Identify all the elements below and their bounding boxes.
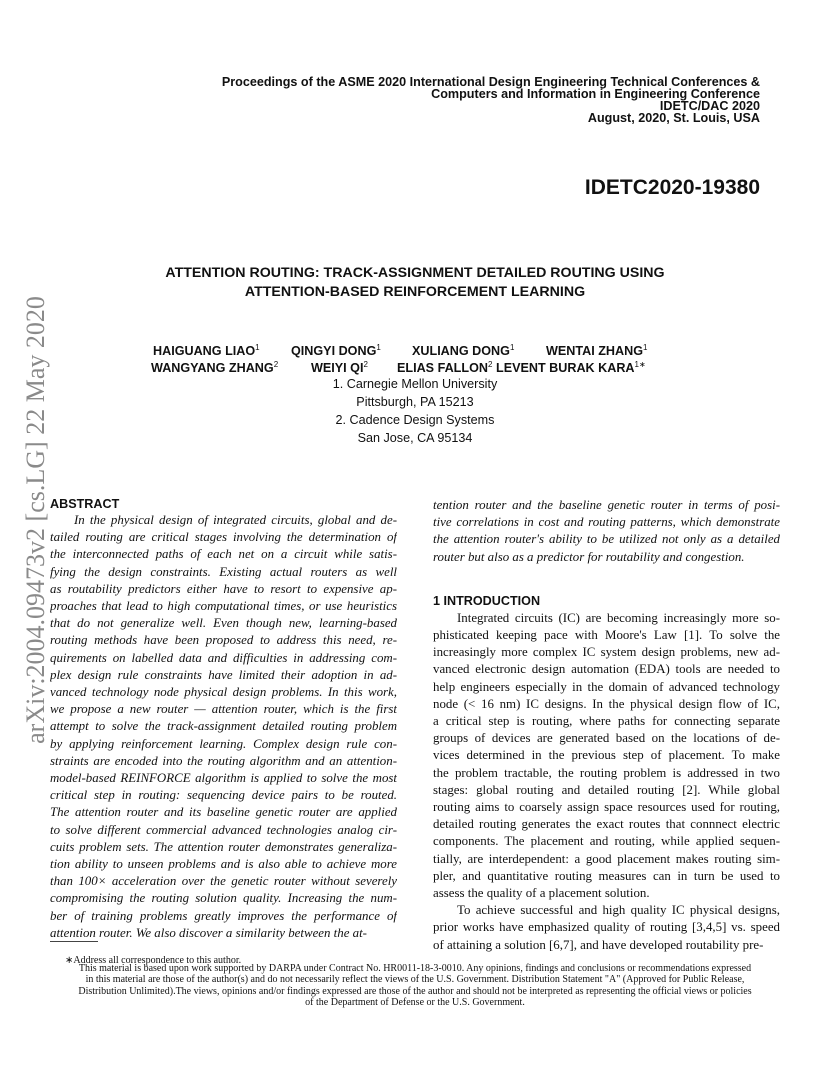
author-affiliation-mark: 1 [376,343,381,352]
author-name: WENTAI ZHANG [546,344,644,358]
text-line: the problem tractable, the routing problem is addressed in two [433,765,780,780]
author-name: WEIYI QI [311,361,364,375]
footnote-rule [50,941,98,942]
author-affiliation-mark: 2 [487,360,493,369]
affiliation-line: 1. Carnegie Mellon University [332,377,498,391]
text-line: than 100× acceleration over the genetic router without severely [50,874,397,889]
text-line: by applying reinforcement learning. Complex design rule con- [50,736,397,751]
author [291,344,381,358]
text-line: vanced technology node physical design problems. In this work, [50,685,397,700]
text-line: compromising the routing solution quality. Increasing the num- [50,891,397,906]
text-line: attention router. We also discover a similarity between the at- [50,925,367,940]
text-line: ber of training problems greatly improves the performance of [50,908,397,923]
proceedings-line: IDETC/DAC 2020 [659,99,760,113]
affiliation-line: 2. Cadence Design Systems [335,413,495,427]
footnote-line: in this material are those of the author(s) and do not necessarily reflect the views of the U.S. Government. Distribution Statement "A" (Approved for Public Release, [85,974,745,986]
title-line: ATTENTION-BASED REINFORCEMENT LEARNING [244,284,586,300]
text-line: straints are encoded into the routing algorithm and an attention- [50,753,397,768]
text-line: tially, are interdependent: a good placement makes routing sim- [433,851,780,866]
author-affiliation-mark: 1 [643,343,648,352]
abstract-section [50,497,397,942]
abstract-text-left [50,512,397,942]
text-line: The attention router and its baseline genetic router are applied [50,805,397,820]
footnote-correspondence: ∗Address all correspondence to this author. [65,955,242,966]
text-line: detailed routing generates the exact routes that connnect electric [433,817,780,832]
arxiv-stamp-text: arXiv:2004.09473v2 [cs.LG] 22 May 2020 [21,296,50,744]
text-line: tion ability to unseen problems and is also able to achieve more [50,857,397,872]
paper-title [100,264,730,302]
text-line: To achieve successful and high quality IC physical designs, [457,903,780,918]
text-line: assess the quality of a placement solution. [433,886,650,901]
affiliation-line: Pittsburgh, PA 15213 [356,395,474,409]
text-line: stages: global routing and detailed routing [2]. While global [433,782,780,797]
text-line: phisticated keeping pace with Moore's Law [1]. To solve the [433,628,780,643]
text-line: attempt to solve the track-assignment detailed routing problem [50,719,397,734]
footnote-line: Distribution Unlimited).The views, opinions and/or findings expressed are those of the author and should not be interpreted as representing the official views or policies [78,985,752,997]
author-affiliation-mark: 2 [273,360,279,369]
text-line: router but also as a predictor for routability and congestion. [433,549,745,564]
text-line: the attention router's ability to be utilized not only as a detailed [433,532,780,547]
title-line: ATTENTION ROUTING: TRACK-ASSIGNMENT DETAILED ROUTING USING [165,265,665,281]
footnote-line: This material is based upon work supported by DARPA under Contract No. HR0011-18-3-0010. Any opinions, findings and conclusions or recommendations expressed [78,963,752,974]
text-line: the interconnected paths of each net on a circuit while satis- [50,547,397,562]
text-line: tive correlations in cost and routing patterns, which demonstrate [433,515,780,530]
introduction-text [433,610,780,954]
abstract-text-right [433,497,780,566]
text-line: tention router and the baseline genetic router in terms of posi- [433,498,780,512]
author-name: XULIANG DONG [412,344,510,358]
text-line: groups of devices are generated based on the locations of de- [433,731,780,746]
author [546,344,647,358]
text-line: increasingly more complex IC system design problems, new ad- [433,645,780,660]
introduction-heading: 1 INTRODUCTION [433,593,541,608]
author-name: HAIGUANG LIAO [153,344,256,358]
paper-id: IDETC2020-19380 [584,176,760,199]
author-affiliation-mark: 1∗ [634,360,646,369]
text-line: cuits problem sets. The attention router demonstrates generaliza- [50,839,397,854]
text-line: to solve different commercial advanced technologies analog cir- [50,822,397,837]
text-line: fying the design constraints. Existing actual routers as well [50,564,397,579]
proceedings-header [222,76,760,124]
text-line: we propose a new router — attention router, which is the first [50,702,397,717]
proceedings-line: August, 2020, St. Louis, USA [587,111,760,125]
author-name: LEVENT BURAK KARA [496,361,635,375]
author [496,361,646,375]
text-line: critical step in routing: sequencing device pairs to be routed. [50,788,397,803]
affiliation-line: San Jose, CA 95134 [357,431,473,445]
affiliations [265,375,565,447]
text-line: tailed routing are critical stages involving the determination of [50,530,397,545]
abstract-heading: ABSTRACT [50,497,120,511]
text-line: vices determined in the previous step of placement. To make [433,748,780,763]
author-affiliation-mark: 2 [363,360,368,369]
text-line: routing aims to coarsely assign space resources used for routing, [433,800,780,815]
text-line: Integrated circuits (IC) are becoming increasingly more so- [457,610,780,625]
text-line: routing methods have been proposed to address this need, re- [50,633,397,648]
text-line: a critical step is routing, where paths for connecting separate [433,714,780,729]
text-line: plex design rule constraints have limited their adoption in ad- [50,667,397,682]
text-line: pler, and quantitative routing measures can in turn be used to [433,868,780,883]
right-column [433,497,780,954]
text-line: as routability predictors either have to resort to expensive ap- [50,581,397,596]
footnote-funding [50,963,780,1009]
author [397,361,492,375]
text-line: of attaining a solution [6,7], and have developed routability pre- [433,937,764,952]
text-line: model-based REINFORCE algorithm is applied to solve the most [50,771,397,786]
text-line: node (< 16 nm) IC designs. In the physical design flow of IC, [433,696,780,711]
author-name: WANGYANG ZHANG [151,361,274,375]
author [153,344,260,358]
author-affiliation-mark: 1 [509,343,515,352]
text-line: components. The placement and routing, while applied sequen- [433,834,780,849]
author [412,344,514,358]
author-name: ELIAS FALLON [397,361,488,375]
text-line: that do not generalize well. Even though new, learning-based [50,616,397,631]
text-line: vanced electronic design automation (EDA) tools are needed to [433,662,780,677]
text-line: quirements on labelled data and difficulties in addressing com- [50,650,397,665]
footnote-line: of the Department of Defense or the U.S. Government. [305,997,525,1009]
author [151,361,278,375]
text-line: In the physical design of integrated circuits, global and de- [74,513,397,527]
author-row-1 [0,344,828,360]
proceedings-line: Computers and Information in Engineering Conference [431,87,760,101]
proceedings-line: Proceedings of the ASME 2020 International Design Engineering Technical Conferences & [221,75,760,89]
text-line: prior works have emphasized quality of routing [3,4,5] vs. speed [433,920,780,935]
text-line: proaches that lead to high computational times, or use heuristics [50,599,397,614]
author-name: QINGYI DONG [291,344,377,358]
author [311,361,368,375]
author-affiliation-mark: 1 [255,343,260,352]
text-line: help engineers especially in the domain of advanced technology [433,679,780,694]
